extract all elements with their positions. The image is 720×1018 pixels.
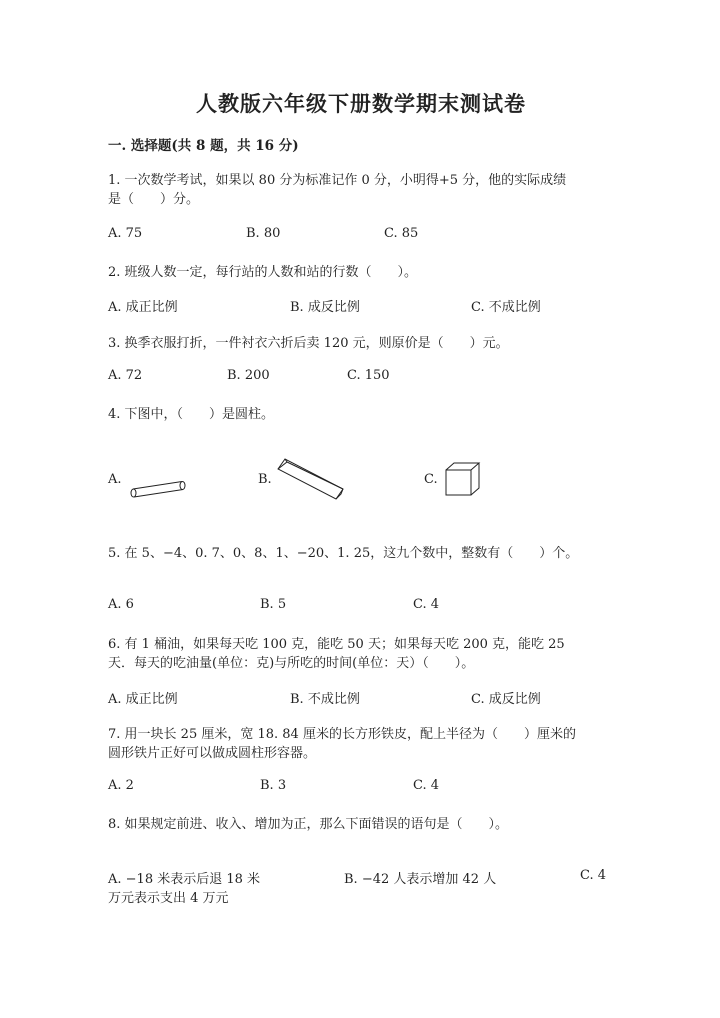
q1-option-c[interactable]: C. 85 [384, 226, 419, 241]
q3-option-c[interactable]: C. 150 [347, 368, 390, 383]
triangular-prism-icon [274, 456, 346, 504]
question-7-line-2: 圆形铁片正好可以做成圆柱形容器。 [108, 746, 317, 761]
page-title: 人教版六年级下册数学期末测试卷 [196, 91, 526, 116]
q7-option-a[interactable]: A. 2 [108, 778, 134, 793]
q4-option-b[interactable]: B. [258, 472, 272, 487]
question-1-line-1: 1. 一次数学考试，如果以 80 分为标准记作 0 分，小明得+5 分，他的实际成绩 [108, 173, 567, 188]
question-8: 8. 如果规定前进、收入、增加为正，那么下面错误的语句是（ ）。 [108, 817, 509, 832]
question-4: 4. 下图中，（ ）是圆柱。 [108, 407, 275, 422]
question-3: 3. 换季衣服打折，一件衬衣六折后卖 120 元，则原价是（ ）元。 [108, 336, 509, 351]
q7-option-c[interactable]: C. 4 [413, 778, 440, 793]
q2-option-c[interactable]: C. 不成比例 [471, 300, 541, 315]
question-2: 2. 班级人数一定，每行站的人数和站的行数（ ）。 [108, 265, 418, 280]
q1-option-a[interactable]: A. 75 [108, 226, 143, 241]
q7-option-b[interactable]: B. 3 [260, 778, 287, 793]
q6-option-c[interactable]: C. 成反比例 [471, 692, 541, 707]
q6-option-a[interactable]: A. 成正比例 [108, 692, 178, 707]
q4-option-c[interactable]: C. [424, 472, 438, 487]
q8-option-a[interactable]: A. −18 米表示后退 18 米 [108, 872, 261, 887]
q8-option-c-continued: 万元表示支出 4 万元 [108, 891, 229, 906]
q3-option-a[interactable]: A. 72 [108, 368, 143, 383]
question-5: 5. 在 5、−4、0. 7、0、8、1、−20、1. 25，这九个数中，整数有（ ）个。 [108, 546, 579, 561]
question-7-line-1: 7. 用一块长 25 厘米，宽 18. 84 厘米的长方形铁皮，配上半径为（ ）厘米的 [108, 727, 576, 742]
section-heading: 一. 选择题(共 8 题，共 16 分) [108, 138, 299, 154]
q2-option-b[interactable]: B. 成反比例 [290, 300, 360, 315]
q5-option-c[interactable]: C. 4 [413, 597, 440, 612]
q5-option-a[interactable]: A. 6 [108, 597, 134, 612]
question-6-line-2: 天．每天的吃油量(单位：克)与所吃的时间(单位：天）（ ）。 [108, 656, 475, 671]
q8-option-b[interactable]: B. −42 人表示增加 42 人 [344, 872, 497, 887]
cylinder-icon [130, 478, 190, 500]
q2-option-a[interactable]: A. 成正比例 [108, 300, 178, 315]
q4-option-a[interactable]: A. [108, 472, 122, 487]
question-6-line-1: 6. 有 1 桶油，如果每天吃 100 克，能吃 50 天；如果每天吃 200 克，能吃 25 [108, 637, 565, 652]
q3-option-b[interactable]: B. 200 [227, 368, 270, 383]
q1-option-b[interactable]: B. 80 [246, 226, 281, 241]
cube-icon [445, 462, 481, 498]
q5-option-b[interactable]: B. 5 [260, 597, 287, 612]
question-1-line-2: 是（ ）分。 [108, 192, 200, 207]
q6-option-b[interactable]: B. 不成比例 [290, 692, 360, 707]
q8-option-c[interactable]: C. 4 [580, 868, 607, 883]
